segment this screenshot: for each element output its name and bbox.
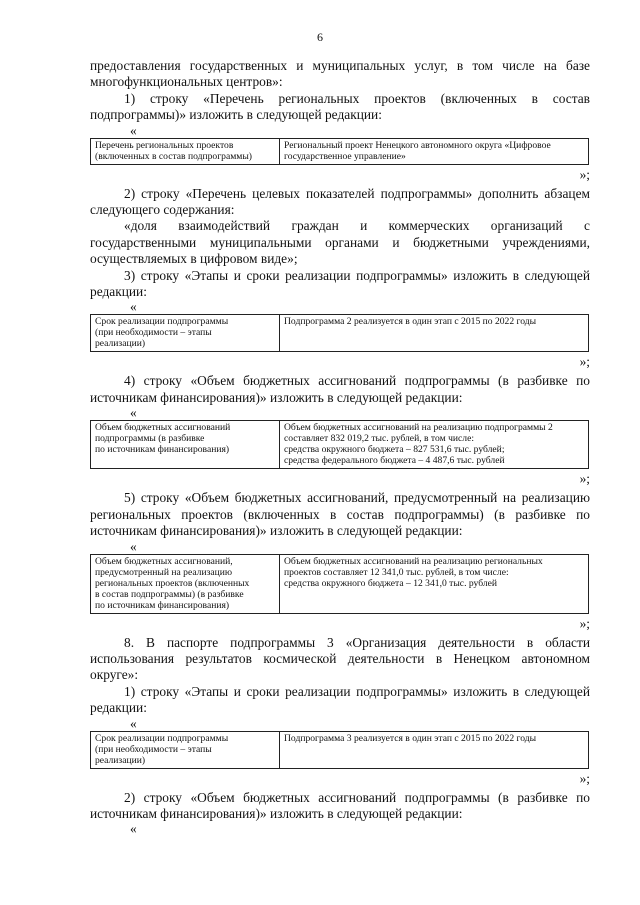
cell-line: по источникам финансирования) bbox=[95, 444, 230, 456]
table-cell-value bbox=[280, 731, 589, 768]
paragraph: 4) строку «Объем бюджетных ассигнований подпрограммы (в разбивке по источникам финансирования)» изложить в следующей редакции: bbox=[90, 373, 590, 405]
cell-line: предусмотренный на реализацию bbox=[95, 566, 233, 578]
opening-quote: « bbox=[130, 821, 137, 837]
cell-line: (включенных в состав подпрограммы) bbox=[95, 150, 252, 162]
paragraph: 5) строку «Объем бюджетных ассигнований, предусмотренный на реализацию региональных проектов (включенных в состав подпрограммы) (в разбивке по источникам финансирования)» изложить в следующей редакции: bbox=[90, 490, 590, 539]
cell-line: Объем бюджетных ассигнований bbox=[95, 422, 231, 434]
table-row bbox=[91, 731, 589, 768]
paragraph: 2) строку «Объем бюджетных ассигнований подпрограммы (в разбивке по источникам финансирования)» изложить в следующей редакции: bbox=[90, 789, 590, 821]
closing-quote: »; bbox=[579, 354, 590, 370]
opening-quote: « bbox=[130, 299, 137, 315]
cell-line: Срок реализации подпрограммы bbox=[95, 732, 229, 744]
cell-line: по источникам финансирования) bbox=[95, 599, 230, 611]
document-body bbox=[90, 58, 590, 836]
paragraph: 1) строку «Перечень региональных проектов (включенных в состав подпрограммы)» изложить в следующей редакции: bbox=[90, 90, 590, 123]
closing-quote: »; bbox=[579, 166, 590, 182]
cell-line: Подпрограмма 3 реализуется в один этап с 2015 по 2022 годы bbox=[284, 732, 537, 744]
table-row bbox=[91, 421, 589, 469]
cell-line: средства федерального бюджета – 4 487,6 тыс. рублей bbox=[284, 455, 505, 467]
paragraph: 8. В паспорте подпрограммы 3 «Организация деятельности в области использования результатов космической деятельности в Ненецком автономном округе»: bbox=[90, 634, 590, 683]
cell-line: реализации) bbox=[95, 338, 146, 350]
cell-line: средства окружного бюджета – 827 531,6 тыс. рублей; bbox=[284, 444, 505, 456]
cell-line: Объем бюджетных ассигнований на реализацию подпрограммы 2 bbox=[284, 422, 553, 434]
paragraph: «доля взаимодействий граждан и коммерческих организаций с государственными муниципальными органами и бюджетными учреждениями, осуществляемых в цифровом виде»; bbox=[90, 218, 590, 267]
cell-line: региональных проектов (включенных bbox=[95, 577, 250, 589]
cell-line: Срок реализации подпрограммы bbox=[95, 316, 229, 328]
opening-quote: « bbox=[130, 405, 137, 421]
table-cell-label bbox=[91, 138, 280, 164]
cell-line: (при необходимости – этапы bbox=[95, 743, 212, 755]
table-row bbox=[91, 315, 589, 352]
table-cell-value bbox=[280, 138, 589, 164]
table-row bbox=[91, 138, 589, 164]
cell-line: средства окружного бюджета – 12 341,0 тыс. рублей bbox=[284, 577, 498, 589]
cell-line: Подпрограмма 2 реализуется в один этап с 2015 по 2022 годы bbox=[284, 316, 537, 328]
paragraph: 2) строку «Перечень целевых показателей подпрограммы» дополнить абзацем следующего содержания: bbox=[90, 185, 590, 218]
table-cell-value bbox=[280, 315, 589, 352]
cell-line: государственное управление» bbox=[284, 150, 406, 162]
table-stages bbox=[90, 314, 589, 352]
paragraph: 3) строку «Этапы и сроки реализации подпрограммы» изложить в следующей редакции: bbox=[90, 267, 590, 300]
paragraph: 1) строку «Этапы и сроки реализации подпрограммы» изложить в следующей редакции: bbox=[90, 683, 590, 716]
opening-quote: « bbox=[130, 538, 137, 554]
page-number: 6 bbox=[317, 30, 323, 44]
cell-line: (при необходимости – этапы bbox=[95, 327, 212, 339]
table-cell-label bbox=[91, 731, 280, 768]
table-cell-label bbox=[91, 421, 280, 469]
table-regional-budget bbox=[90, 554, 589, 614]
closing-quote: »; bbox=[579, 770, 590, 786]
closing-quote: »; bbox=[579, 471, 590, 487]
cell-line: Региональный проект Ненецкого автономного округа «Цифровое bbox=[284, 139, 551, 151]
cell-line: подпрограммы (в разбивке bbox=[95, 433, 205, 445]
table-stages-3 bbox=[90, 731, 589, 769]
closing-quote: »; bbox=[579, 615, 590, 631]
cell-line: Объем бюджетных ассигнований, bbox=[95, 555, 233, 567]
table-cell-label bbox=[91, 315, 280, 352]
cell-line: реализации) bbox=[95, 754, 146, 766]
cell-line: Перечень региональных проектов bbox=[95, 139, 234, 151]
opening-quote: « bbox=[130, 122, 137, 138]
table-row bbox=[91, 554, 589, 613]
paragraph: предоставления государственных и муниципальных услуг, в том числе на базе многофункциональных центров»: bbox=[90, 58, 590, 90]
table-project-list bbox=[90, 138, 589, 165]
table-budget bbox=[90, 420, 589, 469]
table-cell-value bbox=[280, 421, 589, 469]
cell-line: в состав подпрограммы) (в разбивке bbox=[95, 588, 244, 600]
cell-line: составляет 832 019,2 тыс. рублей, в том числе: bbox=[284, 433, 475, 445]
table-cell-label bbox=[91, 554, 280, 613]
cell-line: Объем бюджетных ассигнований на реализацию региональных bbox=[284, 555, 543, 567]
cell-line: проектов составляет 12 341,0 тыс. рублей, в том числе: bbox=[284, 566, 509, 578]
table-cell-value bbox=[280, 554, 589, 613]
opening-quote: « bbox=[130, 715, 137, 731]
